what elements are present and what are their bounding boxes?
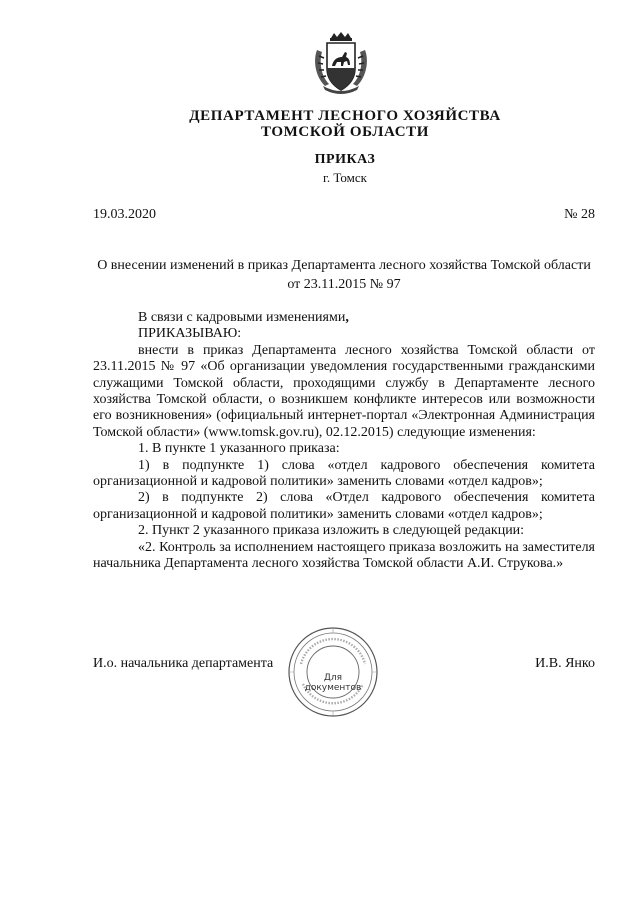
round-stamp [287, 626, 379, 718]
subject-line2: от 23.11.2015 № 97 [287, 277, 401, 292]
item-2-text: «2. Контроль за исполнением настоящего приказа возложить на заместителя начальника Департамента лесного хозяйства Томской области А.И. Струкова.» [93, 539, 595, 572]
order-word: ПРИКАЗЫВАЮ: [138, 326, 242, 342]
intro-text: В связи с кадровыми изменениями [138, 310, 346, 325]
document-number: № 28 [564, 207, 595, 222]
item-2: 2. Пункт 2 указанного приказа изложить в следующей редакции: [138, 523, 525, 539]
item-1-sub-2: 2) в подпункте 2) слова «Отдел кадрового обеспечения комитета организационной и кадровой политики» заменить словами «отдел кадров»; [93, 490, 595, 522]
coat-of-arms-emblem [313, 32, 369, 94]
signer-name: И.В. Янко [535, 656, 595, 671]
subject-line1: О внесении изменений в приказ Департамента лесного хозяйства Томской области [97, 258, 591, 273]
item-1-sub-1: 1) в подпункте 1) слова «отдел кадрового обеспечения комитета организационной и кадровой политики» заменить словами «отдел кадров»; [93, 457, 595, 490]
stamp-text [287, 673, 379, 693]
body-intro [93, 310, 595, 326]
document-date: 19.03.2020 [93, 207, 156, 222]
body-main-paragraph: внести в приказ Департамента лесного хозяйства Томской области от 23.11.2015 № 97 «Об организации уведомления государственными гражданскими служащими Томской области, проходящими службу в Департаменте лесного хозяйства Томской области, о возникшем конфликте интересов или возможности его возникновения» (официальный интернет-портал «Электронная Администрация Томской области» (www.tomsk.gov.ru), 02.12.2015) следующие изменения: [93, 342, 595, 440]
department-name-line2: ТОМСКОЙ ОБЛАСТИ [260, 124, 430, 140]
department-name-line1: ДЕПАРТАМЕНТ ЛЕСНОГО ХОЗЯЙСТВА [189, 108, 501, 124]
item-1: 1. В пункте 1 указанного приказа: [138, 441, 340, 457]
signer-position: И.о. начальника департамента [93, 656, 274, 671]
document-body [93, 310, 595, 573]
document-subject [93, 256, 595, 294]
stamp-line1: Для [323, 673, 343, 683]
document-city: г. Томск [323, 170, 367, 185]
stamp-line2: документов [304, 683, 362, 693]
intro-comma: , [345, 310, 349, 325]
document-type-title: ПРИКАЗ [314, 152, 376, 167]
